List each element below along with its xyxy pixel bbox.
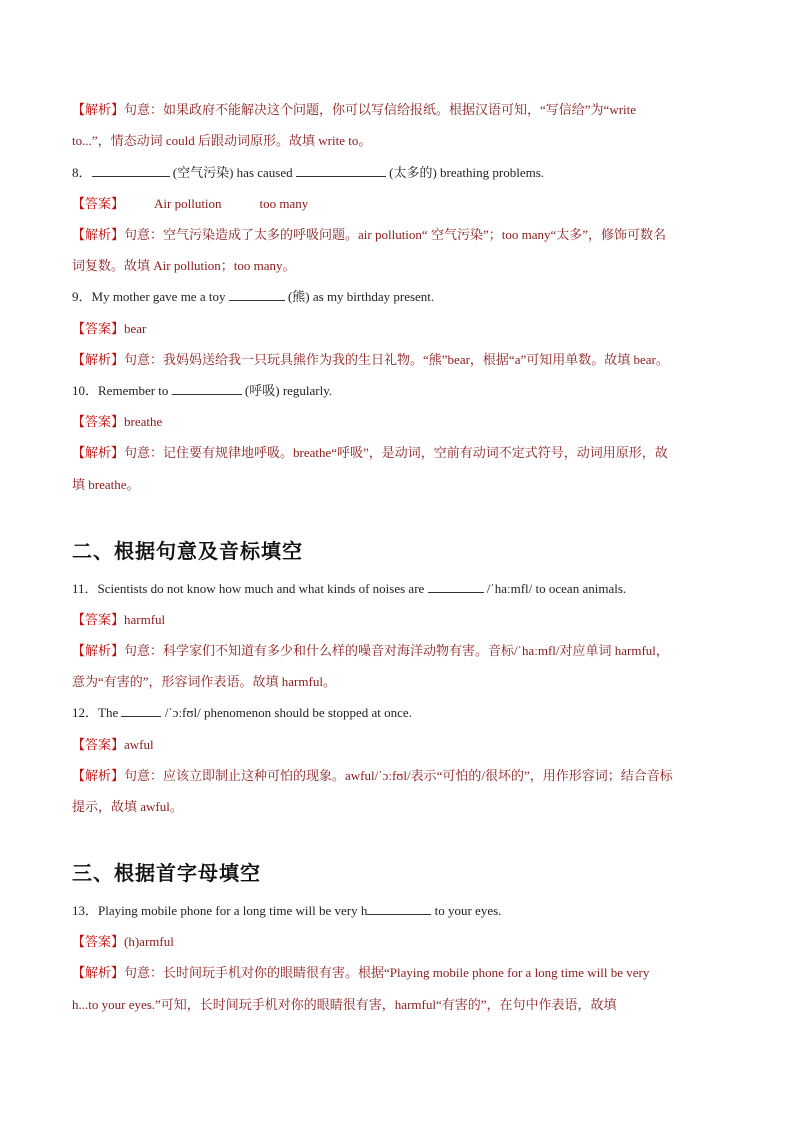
q12-answer — [72, 736, 720, 754]
q10-number: 10． — [72, 383, 99, 398]
q8-analysis-line-1 — [72, 226, 720, 244]
answer-tag: 【答案】 — [72, 737, 125, 752]
q10-part1: Remember to — [98, 383, 169, 398]
q13-analysis-text-1: 句意：长时间玩手机对你的眼睛很有害。根据“Playing mobile phone for a long time will be very — [124, 965, 650, 980]
q13-answer — [72, 933, 720, 951]
q10-analysis-text-2: 填 breathe。 — [72, 477, 140, 492]
q13-number: 13． — [72, 903, 99, 918]
q9-blank — [229, 288, 285, 301]
q7-analysis-text-1: 句意：如果政府不能解决这个问题，你可以写信给报纸。根据汉语可知，“写信给”为“write — [124, 102, 637, 117]
q8-analysis-text-1: 句意：空气污染造成了太多的呼吸问题。air pollution“ 空气污染”；too many“太多”，修饰可数名 — [124, 227, 666, 242]
q11-analysis-line-2 — [72, 673, 720, 691]
analysis-tag: 【解析】 — [72, 965, 125, 980]
q10-analysis-line-1 — [72, 444, 720, 462]
q8-analysis-text-2: 词复数。故填 Air pollution；too many。 — [72, 258, 296, 273]
q8-blank-2 — [296, 164, 386, 177]
q8-part2: (太多的) breathing problems. — [389, 165, 545, 180]
analysis-tag: 【解析】 — [72, 445, 125, 460]
q8-question — [72, 164, 720, 182]
q12-analysis-text-2: 提示，故填 awful。 — [72, 799, 183, 814]
analysis-tag: 【解析】 — [72, 227, 125, 242]
q12-analysis-line-2 — [72, 798, 720, 816]
q8-number: 8． — [72, 165, 92, 180]
q11-analysis-text-2: 意为“有害的”，形容词作表语。故填 harmful。 — [72, 674, 336, 689]
q13-analysis-text-2: h...to your eyes.”可知，长时间玩手机对你的眼睛很有害，harmful“有害的”，在句中作表语，故填 — [72, 997, 617, 1012]
answer-tag: 【答案】 — [72, 321, 125, 336]
q10-question — [72, 382, 720, 400]
q8-answer — [72, 195, 720, 213]
q10-part2: (呼吸) regularly. — [244, 383, 333, 398]
answer-tag: 【答案】 — [72, 196, 125, 211]
q10-blank — [172, 382, 242, 395]
q13-part2: to your eyes. — [434, 903, 502, 918]
q9-analysis-line-1 — [72, 351, 720, 369]
q10-answer: breathe — [124, 414, 163, 429]
answer-tag: 【答案】 — [72, 414, 125, 429]
q10-analysis-text-1: 句意：记住要有规律地呼吸。breathe“呼吸”，是动词，空前有动词不定式符号，动词用原形，故 — [124, 445, 668, 460]
q11-answer — [72, 611, 720, 629]
q13-question — [72, 902, 720, 920]
q11-part2: /ˈhaːmfl/ to ocean animals. — [486, 581, 627, 596]
q9-answer: bear — [124, 321, 147, 336]
q9-part1: My mother gave me a toy — [91, 289, 226, 304]
q8-answer-1: Air pollution — [154, 196, 222, 211]
q13-part1: Playing mobile phone for a long time will be very h — [98, 903, 368, 918]
q12-blank — [121, 704, 161, 717]
q10-analysis-line-2 — [72, 476, 720, 494]
q12-analysis-line-1 — [72, 767, 720, 785]
analysis-tag: 【解析】 — [72, 768, 125, 783]
q9-analysis-text-1: 句意：我妈妈送给我一只玩具熊作为我的生日礼物。“熊”bear，根据“a”可知用单数。故填 bear。 — [124, 352, 669, 367]
q8-analysis-line-2 — [72, 257, 720, 275]
q7-analysis-text-2: to...”，情态动词 could 后跟动词原形。故填 write to。 — [72, 133, 372, 148]
q13-blank — [367, 902, 431, 915]
q11-number: 11． — [72, 581, 98, 596]
q7-analysis-line-2 — [72, 132, 720, 150]
q9-question — [72, 288, 720, 306]
analysis-tag: 【解析】 — [72, 102, 125, 117]
analysis-tag: 【解析】 — [72, 643, 125, 658]
q11-answer: harmful — [124, 612, 166, 627]
q9-part2: (熊) as my birthday present. — [287, 289, 435, 304]
q12-question — [72, 704, 720, 722]
analysis-tag: 【解析】 — [72, 352, 125, 367]
q11-blank — [428, 580, 484, 593]
q8-blank-1 — [92, 164, 170, 177]
q13-answer: (h)armful — [124, 934, 174, 949]
q13-analysis-line-1 — [72, 964, 720, 982]
q7-analysis-line-1 — [72, 101, 720, 119]
q12-answer: awful — [124, 737, 154, 752]
q11-analysis-text-1: 句意：科学家们不知道有多少和什么样的噪音对海洋动物有害。音标/ˈhaːmfl/对应单词 harmful， — [124, 643, 669, 658]
q10-answer — [72, 413, 720, 431]
q12-part1: The — [98, 705, 119, 720]
q8-part1: (空气污染) has caused — [172, 165, 293, 180]
q11-part1: Scientists do not know how much and what kinds of noises are — [97, 581, 425, 596]
q12-number: 12． — [72, 705, 99, 720]
section-3-title: 三、根据首字母填空 — [72, 861, 261, 885]
q9-answer — [72, 320, 720, 338]
section-2-title: 二、根据句意及音标填空 — [72, 539, 303, 563]
q11-question — [72, 580, 720, 598]
q8-answer-2: too many — [259, 196, 309, 211]
answer-tag: 【答案】 — [72, 612, 125, 627]
q9-number: 9． — [72, 289, 92, 304]
q12-analysis-text-1: 句意：应该立即制止这种可怕的现象。awful/ˈɔːfʊl/表示“可怕的/很坏的”，用作形容词；结合音标 — [124, 768, 673, 783]
answer-tag: 【答案】 — [72, 934, 125, 949]
q12-part2: /ˈɔːfʊl/ phenomenon should be stopped at once. — [164, 705, 412, 720]
q13-analysis-line-2 — [72, 996, 720, 1014]
q11-analysis-line-1 — [72, 642, 720, 660]
